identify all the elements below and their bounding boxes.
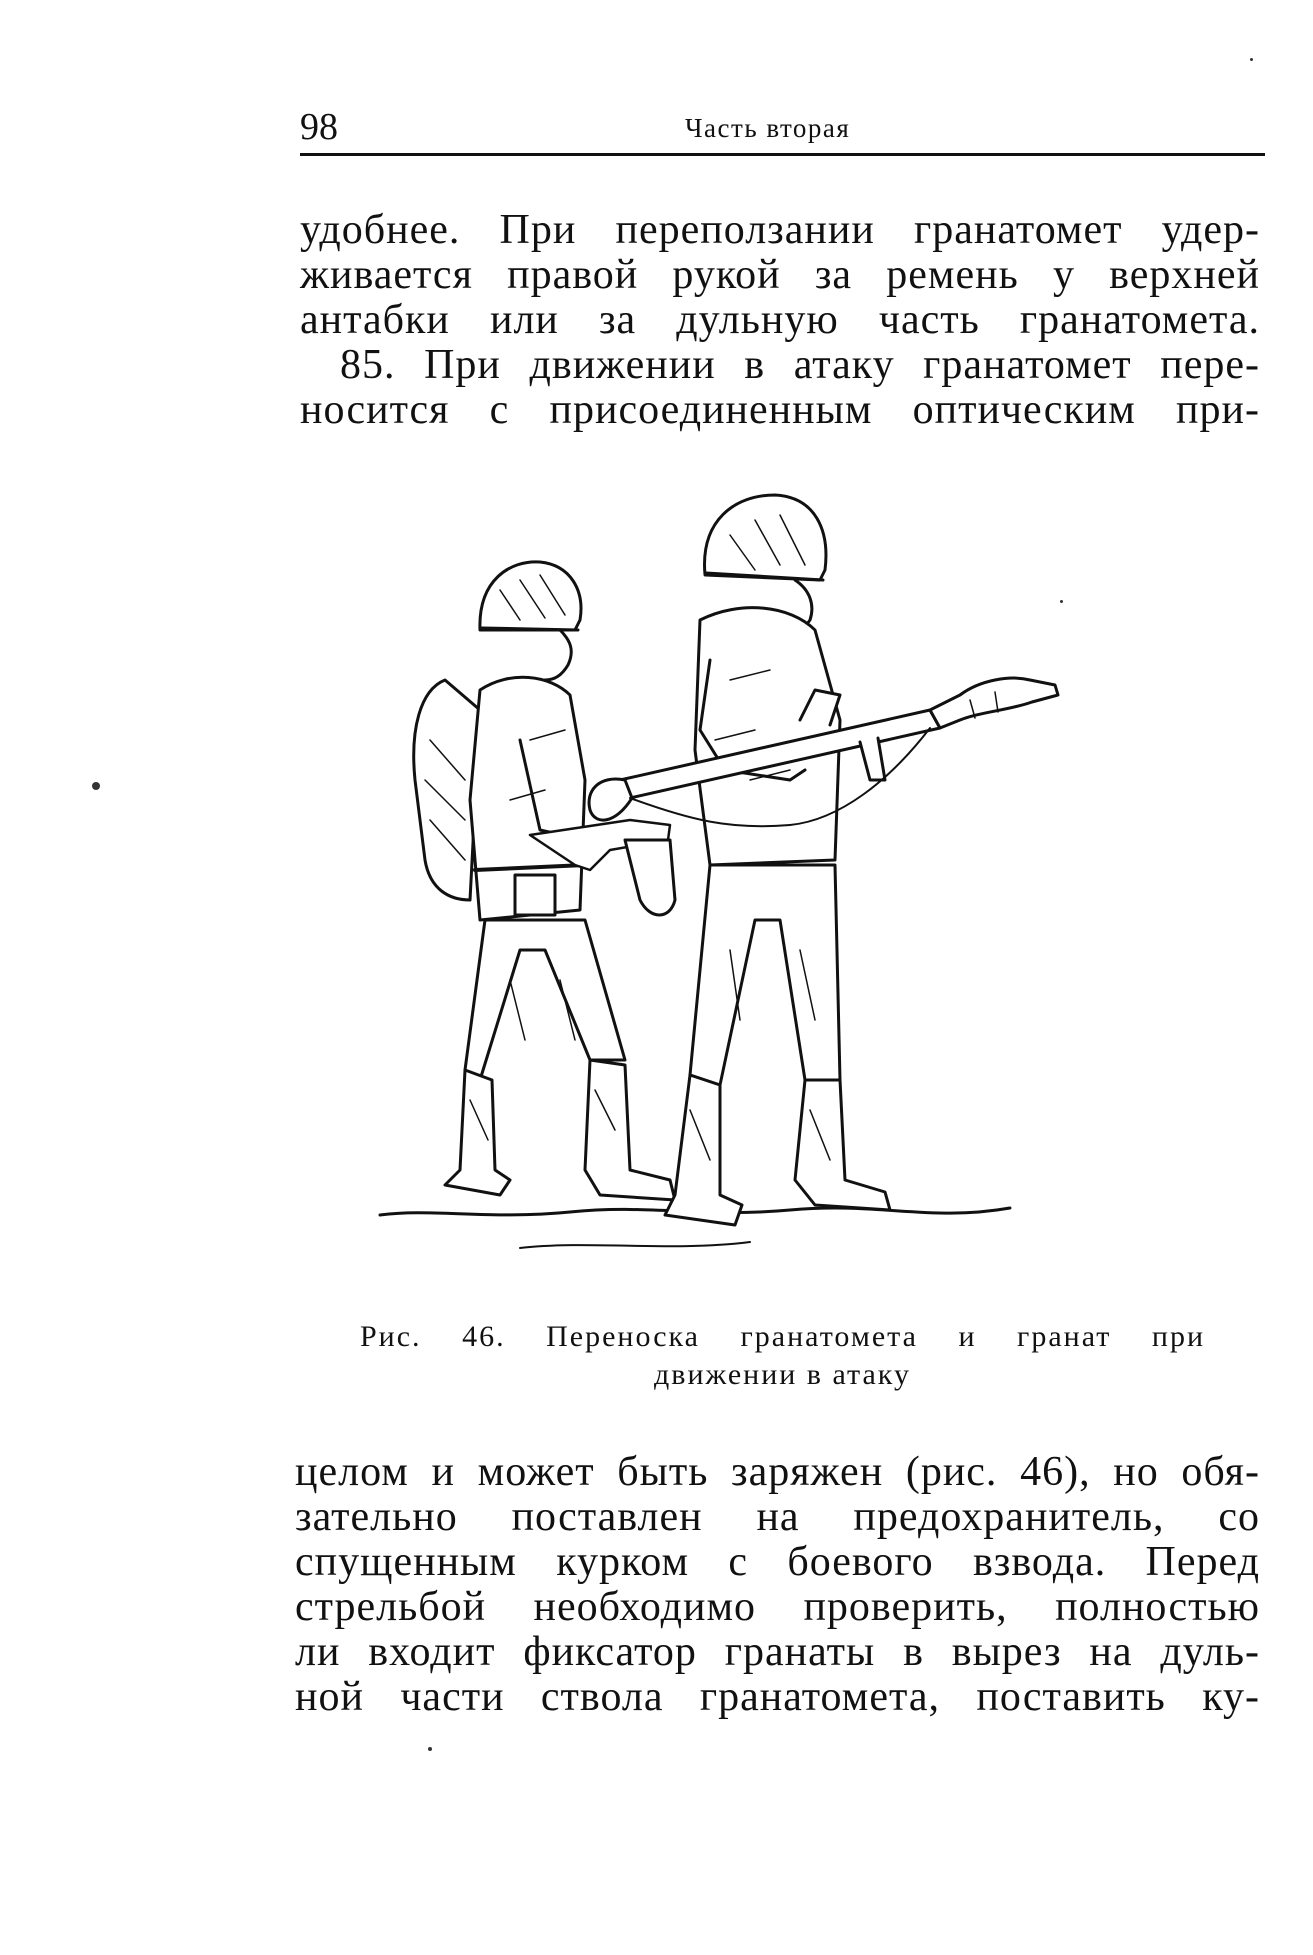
header-rule: [300, 153, 1265, 156]
figure-caption: [360, 1318, 1205, 1394]
figure-illustration: [370, 480, 1190, 1280]
text-line: носится с присоединенным оптическим при-: [300, 387, 1260, 433]
soldiers-illustration: [370, 480, 1190, 1280]
text-line: стрельбой необходимо проверить, полностью: [295, 1584, 1260, 1630]
running-head: Часть вторая: [685, 113, 851, 143]
text-line: спущенным курком с боевого взвода. Перед: [295, 1539, 1260, 1585]
text-line: 85. При движении в атаку гранатомет пере-: [340, 342, 1260, 388]
bottom-paragraph: [295, 1450, 1260, 1720]
page-number: 98: [300, 106, 338, 148]
text-line: живается правой рукой за ремень у верхней: [300, 252, 1260, 298]
scan-speck: [1060, 600, 1063, 603]
text-line: целом и может быть заряжен (рис. 46), но обя-: [295, 1449, 1260, 1495]
text-line: зательно поставлен на предохранитель, со: [295, 1494, 1260, 1540]
top-paragraph: [300, 208, 1260, 433]
caption-line: движении в атаку: [654, 1358, 911, 1391]
text-line: ли входит фиксатор гранаты в вырез на дуль-: [295, 1629, 1260, 1675]
scan-speck: [1250, 58, 1253, 61]
scan-speck: [92, 782, 100, 790]
caption-line: Рис. 46. Переноска гранатомета и гранат при: [360, 1320, 1205, 1353]
scan-speck: [428, 1747, 432, 1751]
page-header: [300, 105, 1265, 155]
text-line: ной части ствола гранатомета, поставить ку-: [295, 1674, 1260, 1720]
text-line: антабки или за дульную часть гранатомета.: [300, 297, 1260, 343]
text-line: удобнее. При переползании гранатомет удер-: [300, 207, 1260, 253]
